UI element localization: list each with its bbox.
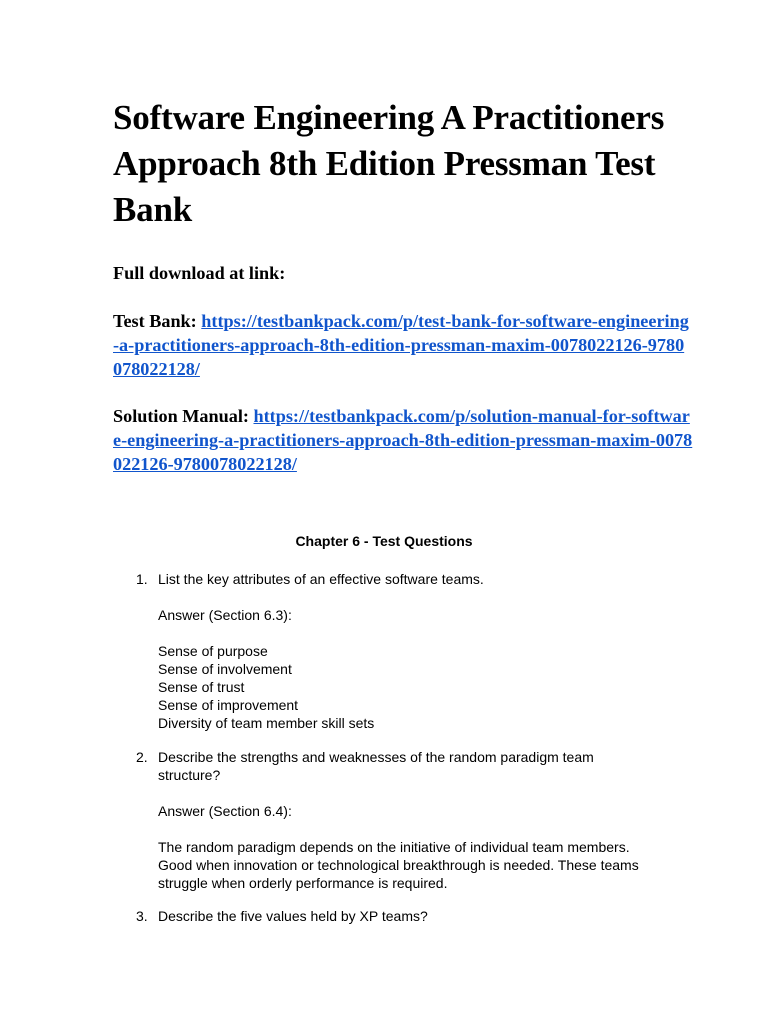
question-number: 3. xyxy=(136,908,148,924)
question-number: 2. xyxy=(136,749,148,765)
answer-item: Sense of improvement xyxy=(158,697,299,713)
question-number: 1. xyxy=(136,571,148,587)
answer-label: Answer (Section 6.4): xyxy=(158,803,292,819)
test-bank-link[interactable]: https://testbankpack.com/p/test-bank-for-software-engineering-a-practitioners-approach-8th-edition-pressman-maxim-0078022126-9780078022128/ xyxy=(113,311,689,379)
full-download-label: Full download at link: xyxy=(113,263,286,283)
question-text: List the key attributes of an effective software teams. xyxy=(158,571,484,587)
solution-manual-label: Solution Manual: xyxy=(113,406,249,426)
solution-manual-link[interactable]: https://testbankpack.com/p/solution-manual-for-software-engineering-a-practitioners-approach-8th-edition-pressman-maxim-0078022126-9780078022128/ xyxy=(113,406,693,474)
answer-item: Sense of trust xyxy=(158,679,245,695)
answer-item: Sense of purpose xyxy=(158,643,268,659)
test-bank-label: Test Bank: xyxy=(113,311,197,331)
question-body xyxy=(158,570,648,732)
question-body xyxy=(158,907,648,925)
chapter-heading: Chapter 6 - Test Questions xyxy=(295,533,473,549)
test-bank-line xyxy=(113,309,693,381)
solution-manual-line xyxy=(113,404,693,476)
question-text: Describe the five values held by XP teams? xyxy=(158,908,428,924)
answer-item: Diversity of team member skill sets xyxy=(158,715,375,731)
answer-label: Answer (Section 6.3): xyxy=(158,607,292,623)
answer-item: Sense of involvement xyxy=(158,661,292,677)
document-title: Software Engineering A Practitioners Approach 8th Edition Pressman Test Bank xyxy=(113,98,665,229)
question-body xyxy=(158,748,648,892)
answer-text: The random paradigm depends on the initiative of individual team members. Good when innovation or technological breakthrough is needed. These teams struggle when orderly performance is required. xyxy=(158,839,639,891)
question-text: Describe the strengths and weaknesses of the random paradigm team structure? xyxy=(158,749,594,783)
